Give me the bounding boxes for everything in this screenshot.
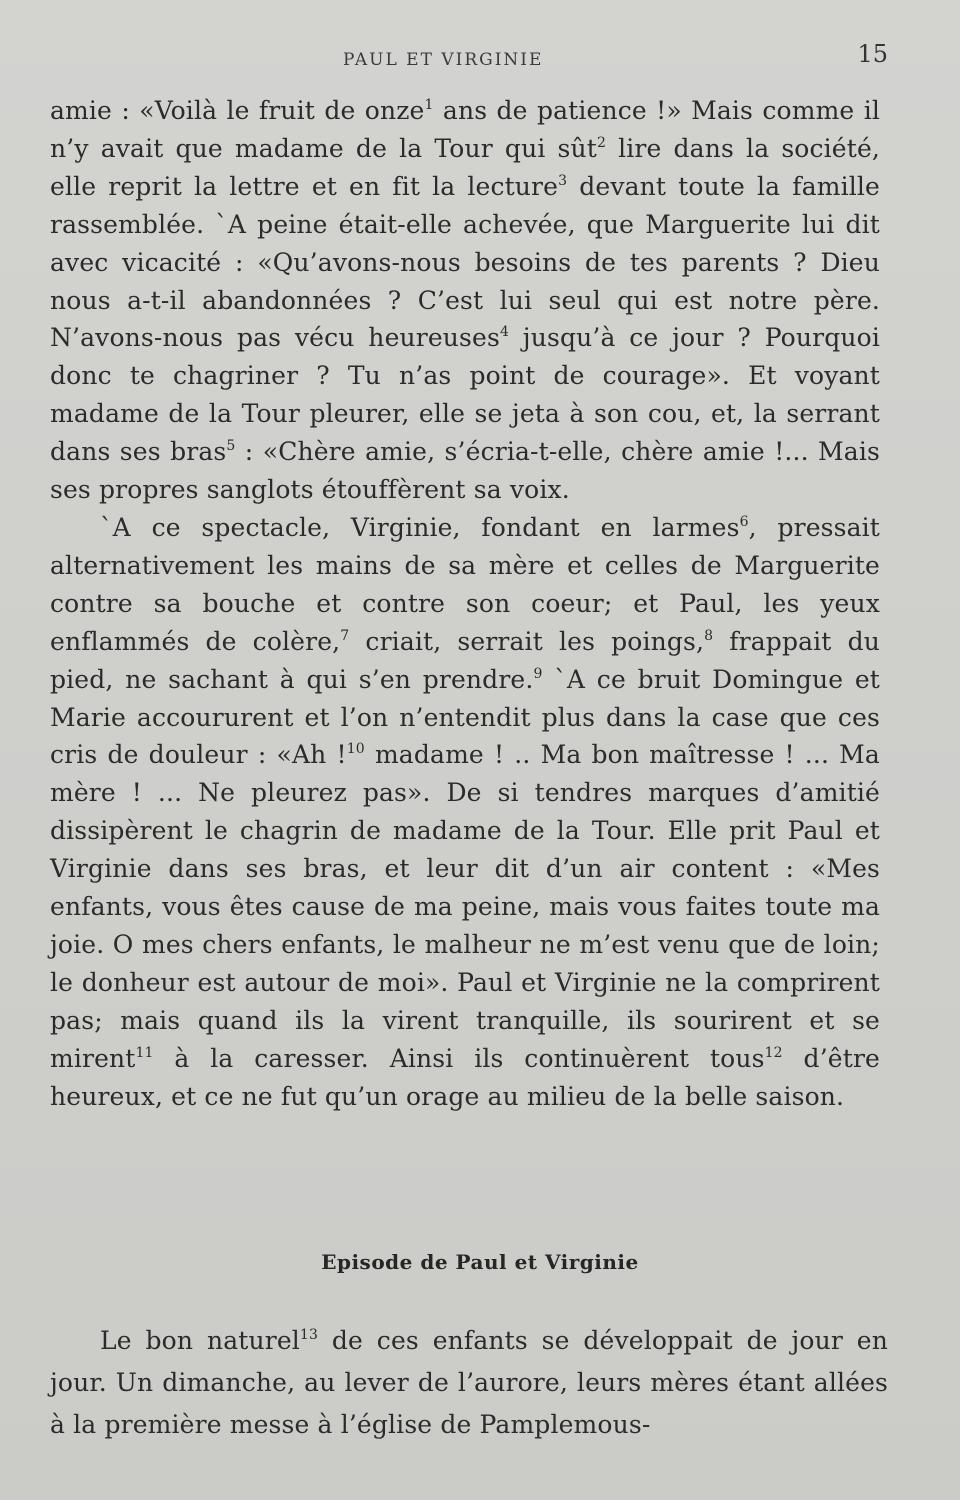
text-run: frappait du pied, ne sachant à qui s’en prendre. [50, 626, 880, 694]
text-run: Le bon naturel [100, 1326, 300, 1355]
footnote-marker: 2 [596, 134, 607, 151]
text-run: , pressait alternativement les mains de sa mère et celles de Marguerite contre sa bouche et contre son coeur; et Paul, les yeux enflammés de colère, [50, 512, 881, 656]
running-title: PAUL ET VIRGINIE [343, 50, 544, 70]
paragraph-letter-reading [50, 92, 880, 509]
footnote-marker: 6 [739, 513, 749, 530]
footnote-marker: 11 [135, 1044, 154, 1061]
text-run: de ces enfants se développait de jour en jour. Un dimanche, au lever de l’aurore, leurs mères étant allées à la première messe à l’église de Pamplemous- [50, 1326, 888, 1439]
text-run: amie : «Voilà le fruit de onze [50, 96, 425, 125]
text-run: ans de patience !» Mais comme il n’y avait que madame de la Tour qui sût [50, 96, 881, 163]
text-run: criait, serrait les poings, [349, 626, 705, 656]
footnote-marker: 10 [346, 741, 365, 758]
text-run: jusqu’à ce jour ? Pourquoi donc te chagriner ? Tu n’as point de courage». Et voyant madame de la Tour pleurer, elle se jeta à son cou, et, la serrant dans ses bras [50, 323, 880, 467]
text-run: à la caresser. Ainsi ils continuèrent tous [153, 1043, 765, 1073]
text-run: `A ce bruit Domingue et Marie accoururent et l’on n’entendit plus dans la case que ces cris de douleur : «Ah ! [50, 664, 880, 770]
footnote-marker: 3 [558, 172, 568, 189]
text-run: d’être heureux, et ce ne fut qu’un orage au milieu de la belle saison. [50, 1043, 880, 1111]
text-run: devant toute la famille rassemblée. `A peine était-elle achevée, que Marguerite lui dit avec vicacité : «Qu’avons-nous besoins de tes parents ? Dieu nous a-t-il abandonnées ? C’est lui seul qui est notre père. N’avons-nous pas vécu heureuses [50, 171, 880, 353]
footnote-marker: 7 [340, 627, 350, 644]
body-text [50, 92, 880, 1115]
text-run: madame ! .. Ma bon maîtresse ! ... Ma mère ! ... Ne pleurez pas». De si tendres marques d’amitié dissipèrent le chagrin de madame de la Tour. Elle prit Paul et Virginie dans ses bras, et leur dit d’un air content : «Mes enfants, vous êtes cause de ma peine, mais vous faites toute ma joie. O mes chers enfants, le malheur ne m’est venu que de loin; le donheur est autour de moi». Paul et Virginie ne la comprirent pas; mais quand ils la virent tranquille, ils sourirent et se mirent [50, 740, 880, 1073]
footnote-marker: 5 [226, 438, 236, 455]
running-header [0, 40, 960, 80]
text-run: `A ce spectacle, Virginie, fondant en larmes [100, 512, 740, 542]
footnote-marker: 8 [704, 627, 714, 644]
footnote-marker: 1 [424, 97, 434, 113]
paragraph-spectacle [50, 509, 880, 1116]
text-run: : «Chère amie, s’écria-t-elle, chère amie !... Mais ses propres sanglots étouffèrent sa voix. [50, 437, 880, 505]
footnote-marker: 12 [764, 1044, 783, 1061]
footnote-marker: 4 [499, 324, 510, 341]
episode-text [50, 1320, 888, 1446]
episode-heading: Episode de Paul et Virginie [321, 1250, 639, 1274]
paragraph-episode-opening [50, 1320, 888, 1446]
page-number: 15 [857, 40, 888, 68]
footnote-marker: 9 [533, 665, 543, 682]
footnote-marker: 13 [299, 1327, 319, 1343]
text-run: lire dans la société, elle reprit la lettre et en fit la lecture [50, 133, 880, 201]
